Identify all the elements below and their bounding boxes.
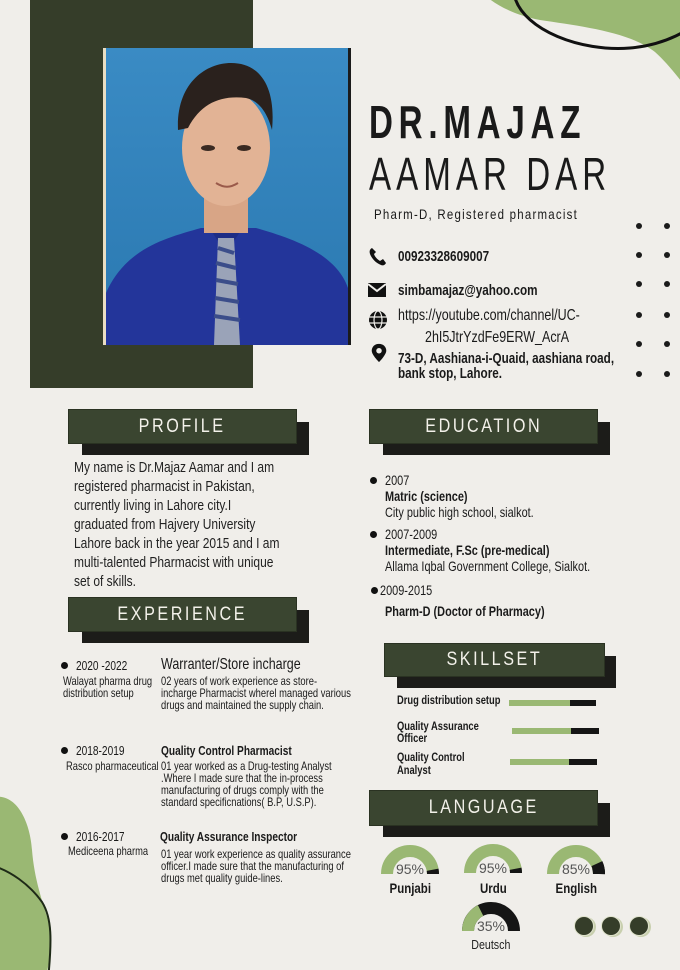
skill-bar: [510, 759, 597, 765]
bullet-icon: [61, 662, 68, 669]
experience-company: Walayat pharma drug: [63, 674, 153, 688]
address-line-1: 73-D, Aashiana-i-Quaid, aashiana road,: [398, 350, 615, 367]
name-line-1: DR.MAJAZ: [369, 96, 587, 148]
experience-desc: [161, 675, 404, 711]
skill-bar: [509, 700, 596, 706]
skill-bar: [512, 728, 599, 734]
education-school: Allama Iqbal Government College, Sialkot.: [385, 558, 591, 574]
globe-icon: [368, 310, 388, 330]
gauge-percent: 95%: [478, 860, 508, 876]
language-title: LANGUAGE: [428, 797, 539, 818]
education-school: City public high school, sialkot.: [385, 504, 534, 520]
skill-bar-remaining: [570, 700, 596, 706]
experience-company: Mediceena pharma: [68, 844, 149, 858]
language-name: [453, 880, 533, 896]
profile-line: Lahore back in the year 2015 and I am: [74, 535, 280, 552]
job-subtitle: Pharm-D, Registered pharmacist: [374, 206, 579, 222]
map-pin-icon: [369, 343, 389, 363]
envelope-icon: [367, 280, 387, 300]
skillset-title: SKILLSET: [446, 649, 543, 670]
desc-line: drugs met quality guide-lines.: [161, 871, 283, 885]
desc-line: manufacturing of drugs comply with the: [161, 783, 324, 797]
language-name-text: Urdu: [479, 880, 507, 896]
address-line-2: bank stop, Lahore.: [398, 365, 503, 382]
profile-line: My name is Dr.Majaz Aamar and I am: [74, 459, 275, 476]
desc-line: drugs and maintained the supply chain.: [161, 698, 324, 712]
bullet-icon: [61, 833, 68, 840]
education-years: 2009-2015: [380, 582, 433, 598]
bullet-icon: [370, 531, 377, 538]
profile-line: currently living in Lahore city.I: [74, 497, 232, 514]
profile-photo: [103, 48, 351, 345]
website-link-line-1[interactable]: https://youtube.com/channel/UC-: [398, 307, 580, 324]
experience-years: 2020 -2022: [76, 658, 128, 673]
language-name-text: Deutsch: [471, 937, 511, 952]
name-line-2: AAMAR DAR: [369, 148, 612, 200]
profile-text: [74, 458, 331, 591]
language-name: [370, 880, 450, 896]
bottom-left-decoration: [0, 780, 140, 970]
experience-title: EXPERIENCE: [117, 603, 248, 625]
phone-number[interactable]: 00923328609007: [398, 248, 490, 265]
email-link[interactable]: simbamajaz@yahoo.com: [398, 282, 538, 299]
bullet-icon: [371, 587, 378, 594]
gauge-percent: 35%: [476, 918, 506, 934]
portrait-illustration: [106, 48, 348, 345]
desc-line: .Where I made sure that the in-process: [161, 771, 323, 785]
skill-label-2: Analyst: [397, 763, 431, 777]
profile-line: set of skills.: [74, 573, 137, 590]
phone-icon: [368, 247, 388, 267]
profile-line: registered pharmacist in Pakistan,: [74, 478, 255, 495]
language-name-text: Punjabi: [389, 880, 431, 896]
skill-bar-remaining: [569, 759, 597, 765]
skill-bar-remaining: [571, 728, 599, 734]
profile-title: PROFILE: [139, 415, 226, 437]
skill-bar-fill: [510, 759, 569, 765]
desc-line: officer.I made sure that the manufacturing of: [161, 859, 344, 873]
experience-years: 2016-2017: [76, 829, 125, 844]
desc-line: incharge Pharmacist wherel managed various: [161, 686, 351, 700]
education-degree: Matric (science): [385, 488, 468, 504]
desc-line: 01 year worked as a Drug-testing Analyst: [161, 759, 332, 773]
gauge-percent: 95%: [395, 861, 425, 877]
experience-role: Warranter/Store incharge: [161, 656, 301, 673]
skill-bar-fill: [509, 700, 570, 706]
decorative-circle: [601, 916, 621, 936]
desc-line: 02 years of work experience as store-: [161, 674, 318, 688]
experience-role: Quality Control Pharmacist: [161, 743, 292, 758]
skill-label: Drug distribution setup: [397, 693, 501, 707]
language-name-text: English: [555, 880, 597, 896]
website-link-line-2[interactable]: 2hI5JtrYzdFe9ERW_AcrA: [425, 329, 570, 346]
education-title: EDUCATION: [425, 415, 542, 437]
desc-line: 01 year work experience as quality assurance: [161, 847, 351, 861]
skill-bar-fill: [512, 728, 571, 734]
education-years: 2007: [385, 472, 410, 488]
education-degree: Intermediate, F.Sc (pre-medical): [385, 542, 550, 558]
experience-role: Quality Assurance Inspector: [160, 829, 298, 844]
skill-label: Quality Control: [397, 750, 465, 764]
experience-desc: [161, 848, 404, 884]
language-name: [451, 937, 531, 952]
experience-company: Rasco pharmaceutical: [66, 759, 159, 773]
education-degree: Pharm-D (Doctor of Pharmacy): [385, 603, 545, 619]
experience-company-2: distribution setup: [63, 686, 134, 700]
profile-line: graduated from Hajvery University: [74, 516, 256, 533]
profile-line: multi-talented Pharmacist with unique: [74, 554, 274, 571]
language-name: [536, 880, 616, 896]
decorative-circle: [629, 916, 649, 936]
bullet-icon: [370, 477, 377, 484]
decorative-circle: [574, 916, 594, 936]
experience-desc: [161, 760, 380, 808]
desc-line: standard specificnations( B.P, U.S.P).: [161, 795, 317, 809]
gauge-percent: 85%: [561, 861, 591, 877]
experience-years: 2018-2019: [76, 743, 125, 758]
skill-label: Quality Assurance: [397, 719, 479, 733]
skill-label-2: Officer: [397, 731, 428, 745]
bullet-icon: [61, 747, 68, 754]
education-years: 2007-2009: [385, 526, 438, 542]
